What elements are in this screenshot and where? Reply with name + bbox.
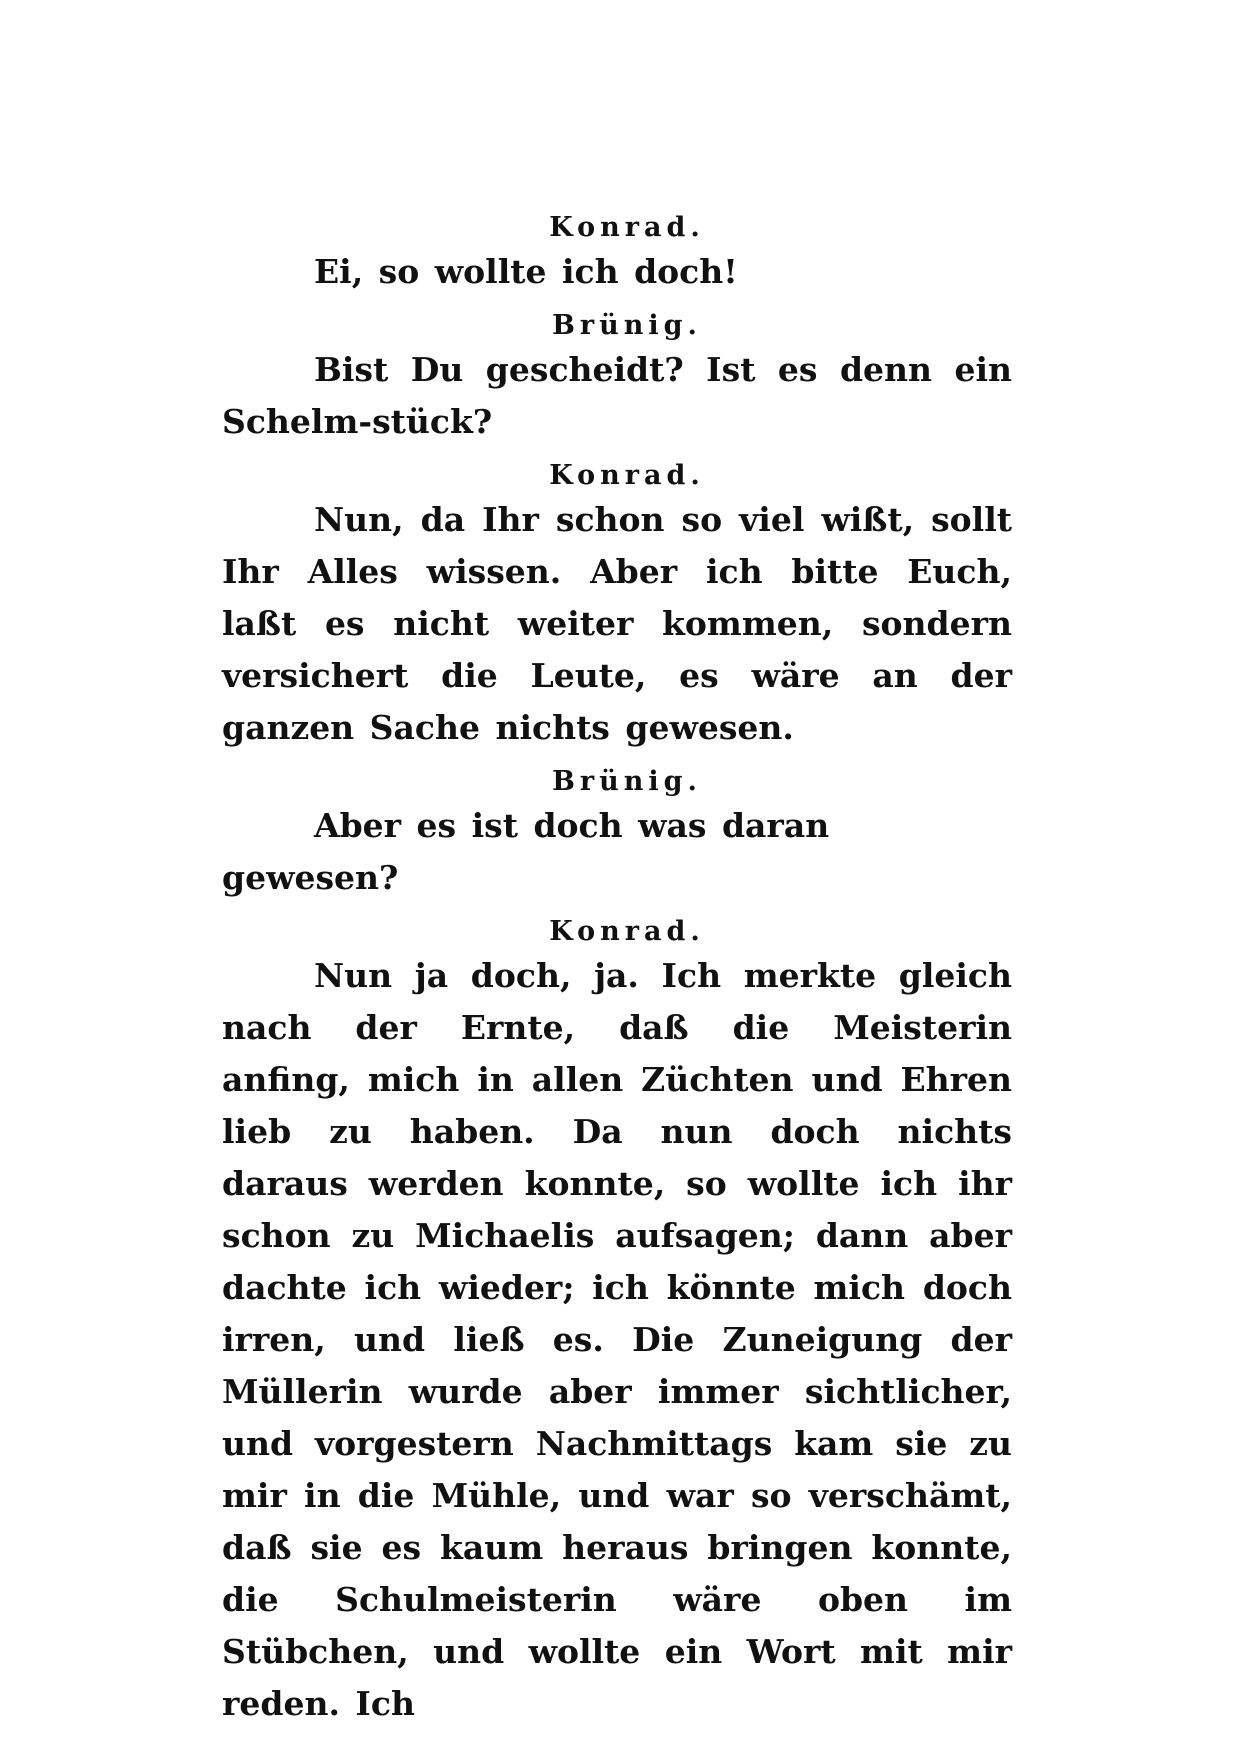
dialogue-block: [222, 308, 1012, 448]
speaker-name: Brünig.: [552, 766, 702, 797]
dialogue-block: [222, 914, 1012, 1730]
speech-text: Ei, so wollte ich doch!: [314, 252, 738, 291]
speaker-name: Konrad.: [549, 916, 705, 947]
speaker-name: Konrad.: [549, 212, 705, 243]
speech-text: Bist Du gescheidt? Ist es denn ein Schelm-stück?: [222, 350, 1012, 441]
dialogue-block: [222, 210, 1012, 298]
text-column: [222, 210, 1012, 1740]
speech-text: Nun ja doch, ja. Ich merkte gleich nach der Ernte, daß die Meisterin anfing, mich in allen Züchten und Ehren lieb zu haben. Da nun doch nichts daraus werden konnte, so wollte ich ihr schon zu Michaelis aufsagen; dann aber dachte ich wieder; ich könnte mich doch irren, und ließ es. Die Zuneigung der Müllerin wurde aber immer sichtlicher, und vorgestern Nachmittags kam sie zu mir in die Mühle, und war so verschämt, daß sie es kaum heraus bringen konnte, die Schulmeisterin wäre oben im Stübchen, und wollte ein Wort mit mir reden. Ich: [222, 956, 1012, 1723]
dialogue-block: [222, 764, 1012, 904]
speaker-name: Konrad.: [549, 460, 705, 491]
speaker-name: Brünig.: [552, 310, 702, 341]
dialogue-block: [222, 458, 1012, 754]
speech-text: Nun, da Ihr schon so viel wißt, sollt Ihr Alles wissen. Aber ich bitte Euch, laßt es nicht weiter kommen, sondern versichert die Leute, es wäre an der ganzen Sache nichts gewesen.: [222, 500, 1012, 747]
speech-text: Aber es ist doch was daran gewesen?: [222, 806, 830, 897]
